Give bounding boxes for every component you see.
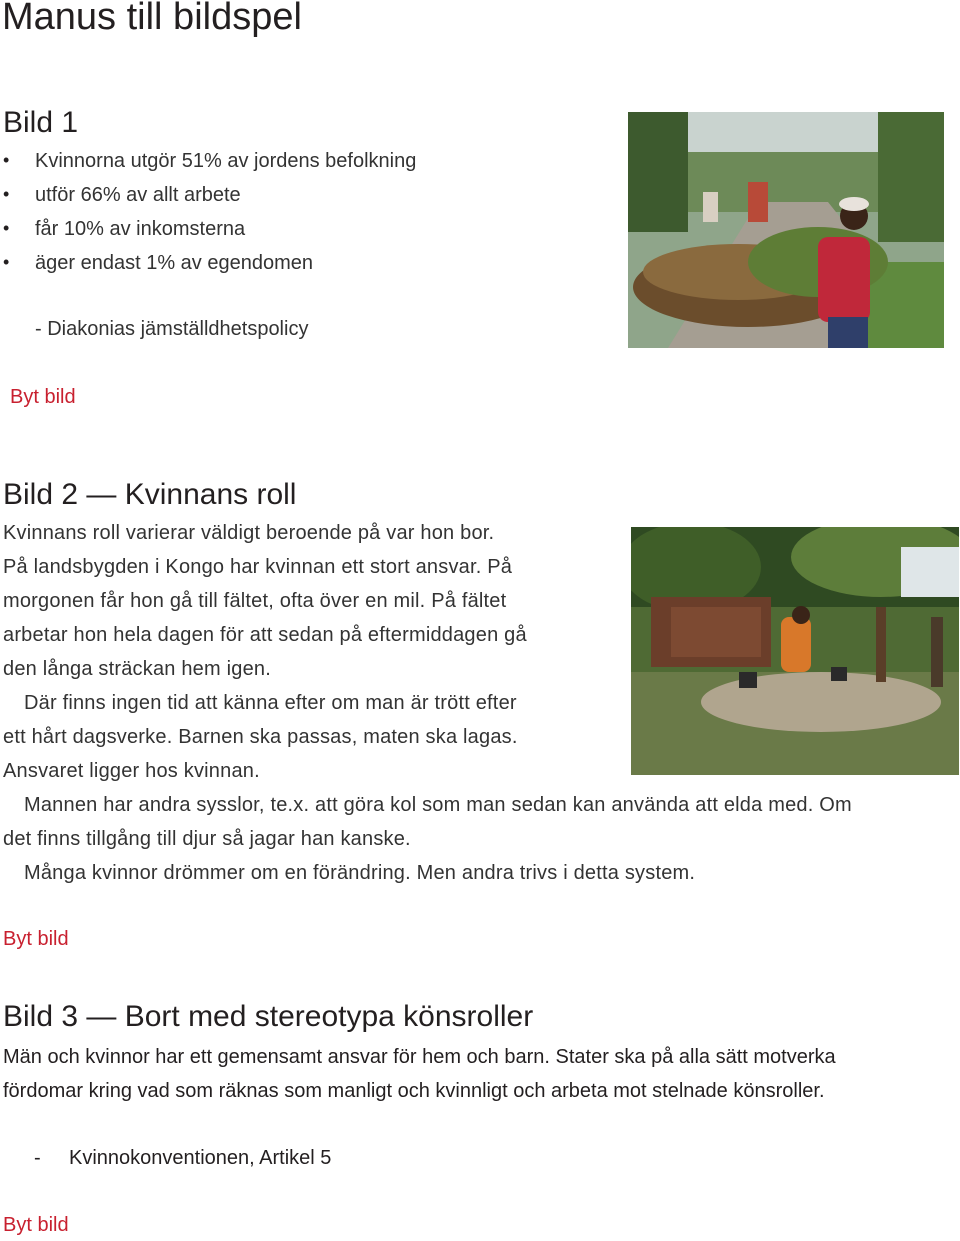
slide-1-heading: Bild 1 [3,106,79,139]
list-item: Kvinnorna utgör 51% av jordens befolkning [35,150,417,172]
paragraph-line: morgonen får hon gå till fältet, ofta över en mil. På fältet [3,590,507,612]
paragraph-line: arbetar hon hela dagen för att sedan på eftermiddagen gå [3,624,527,646]
slide-1-source: - Diakonias jämställdhetspolicy [35,318,309,340]
paragraph-line: den långa sträckan hem igen. [3,658,271,680]
women-carrying-firewood-photo [628,112,944,348]
paragraph-line: ett hårt dagsverke. Barnen ska passas, maten ska lagas. [3,726,518,748]
bullet-marker: • [3,218,10,238]
woman-cooking-outdoors-photo [631,527,959,775]
list-item: äger endast 1% av egendomen [35,252,313,274]
change-image-link-1[interactable]: Byt bild [10,386,76,408]
slide-3-heading: Bild 3 — Bort med stereotypa könsroller [3,1000,534,1033]
paragraph-line: Kvinnans roll varierar väldigt beroende på var hon bor. [3,522,495,544]
paragraph-line: det finns tillgång till djur så jagar han kanske. [3,828,411,850]
list-item: får 10% av inkomsterna [35,218,246,240]
paragraph-line: fördomar kring vad som räknas som manligt och kvinnligt och arbeta mot stelnade könsroller. [3,1080,825,1102]
paragraph-line: Ansvaret ligger hos kvinnan. [3,760,260,782]
source-dash: - [34,1147,41,1169]
page-title: Manus till bildspel [2,0,302,38]
paragraph-line: Många kvinnor drömmer om en förändring. Men andra trivs i detta system. [24,862,696,884]
change-image-link-3[interactable]: Byt bild [3,1214,69,1236]
slide-3-source: Kvinnokonventionen, Artikel 5 [69,1147,332,1169]
paragraph-line: På landsbygden i Kongo har kvinnan ett stort ansvar. På [3,556,513,578]
paragraph-line: Där finns ingen tid att känna efter om man är trött efter [24,692,517,714]
paragraph-line: Mannen har andra sysslor, te.x. att göra kol som man sedan kan använda att elda med. Om [24,794,852,816]
bullet-marker: • [3,150,10,170]
slide-2-heading: Bild 2 — Kvinnans roll [3,478,297,511]
bullet-marker: • [3,252,10,272]
paragraph-line: Män och kvinnor har ett gemensamt ansvar för hem och barn. Stater ska på alla sätt motverka [3,1046,836,1068]
change-image-link-2[interactable]: Byt bild [3,928,69,950]
bullet-marker: • [3,184,10,204]
list-item: utför 66% av allt arbete [35,184,241,206]
